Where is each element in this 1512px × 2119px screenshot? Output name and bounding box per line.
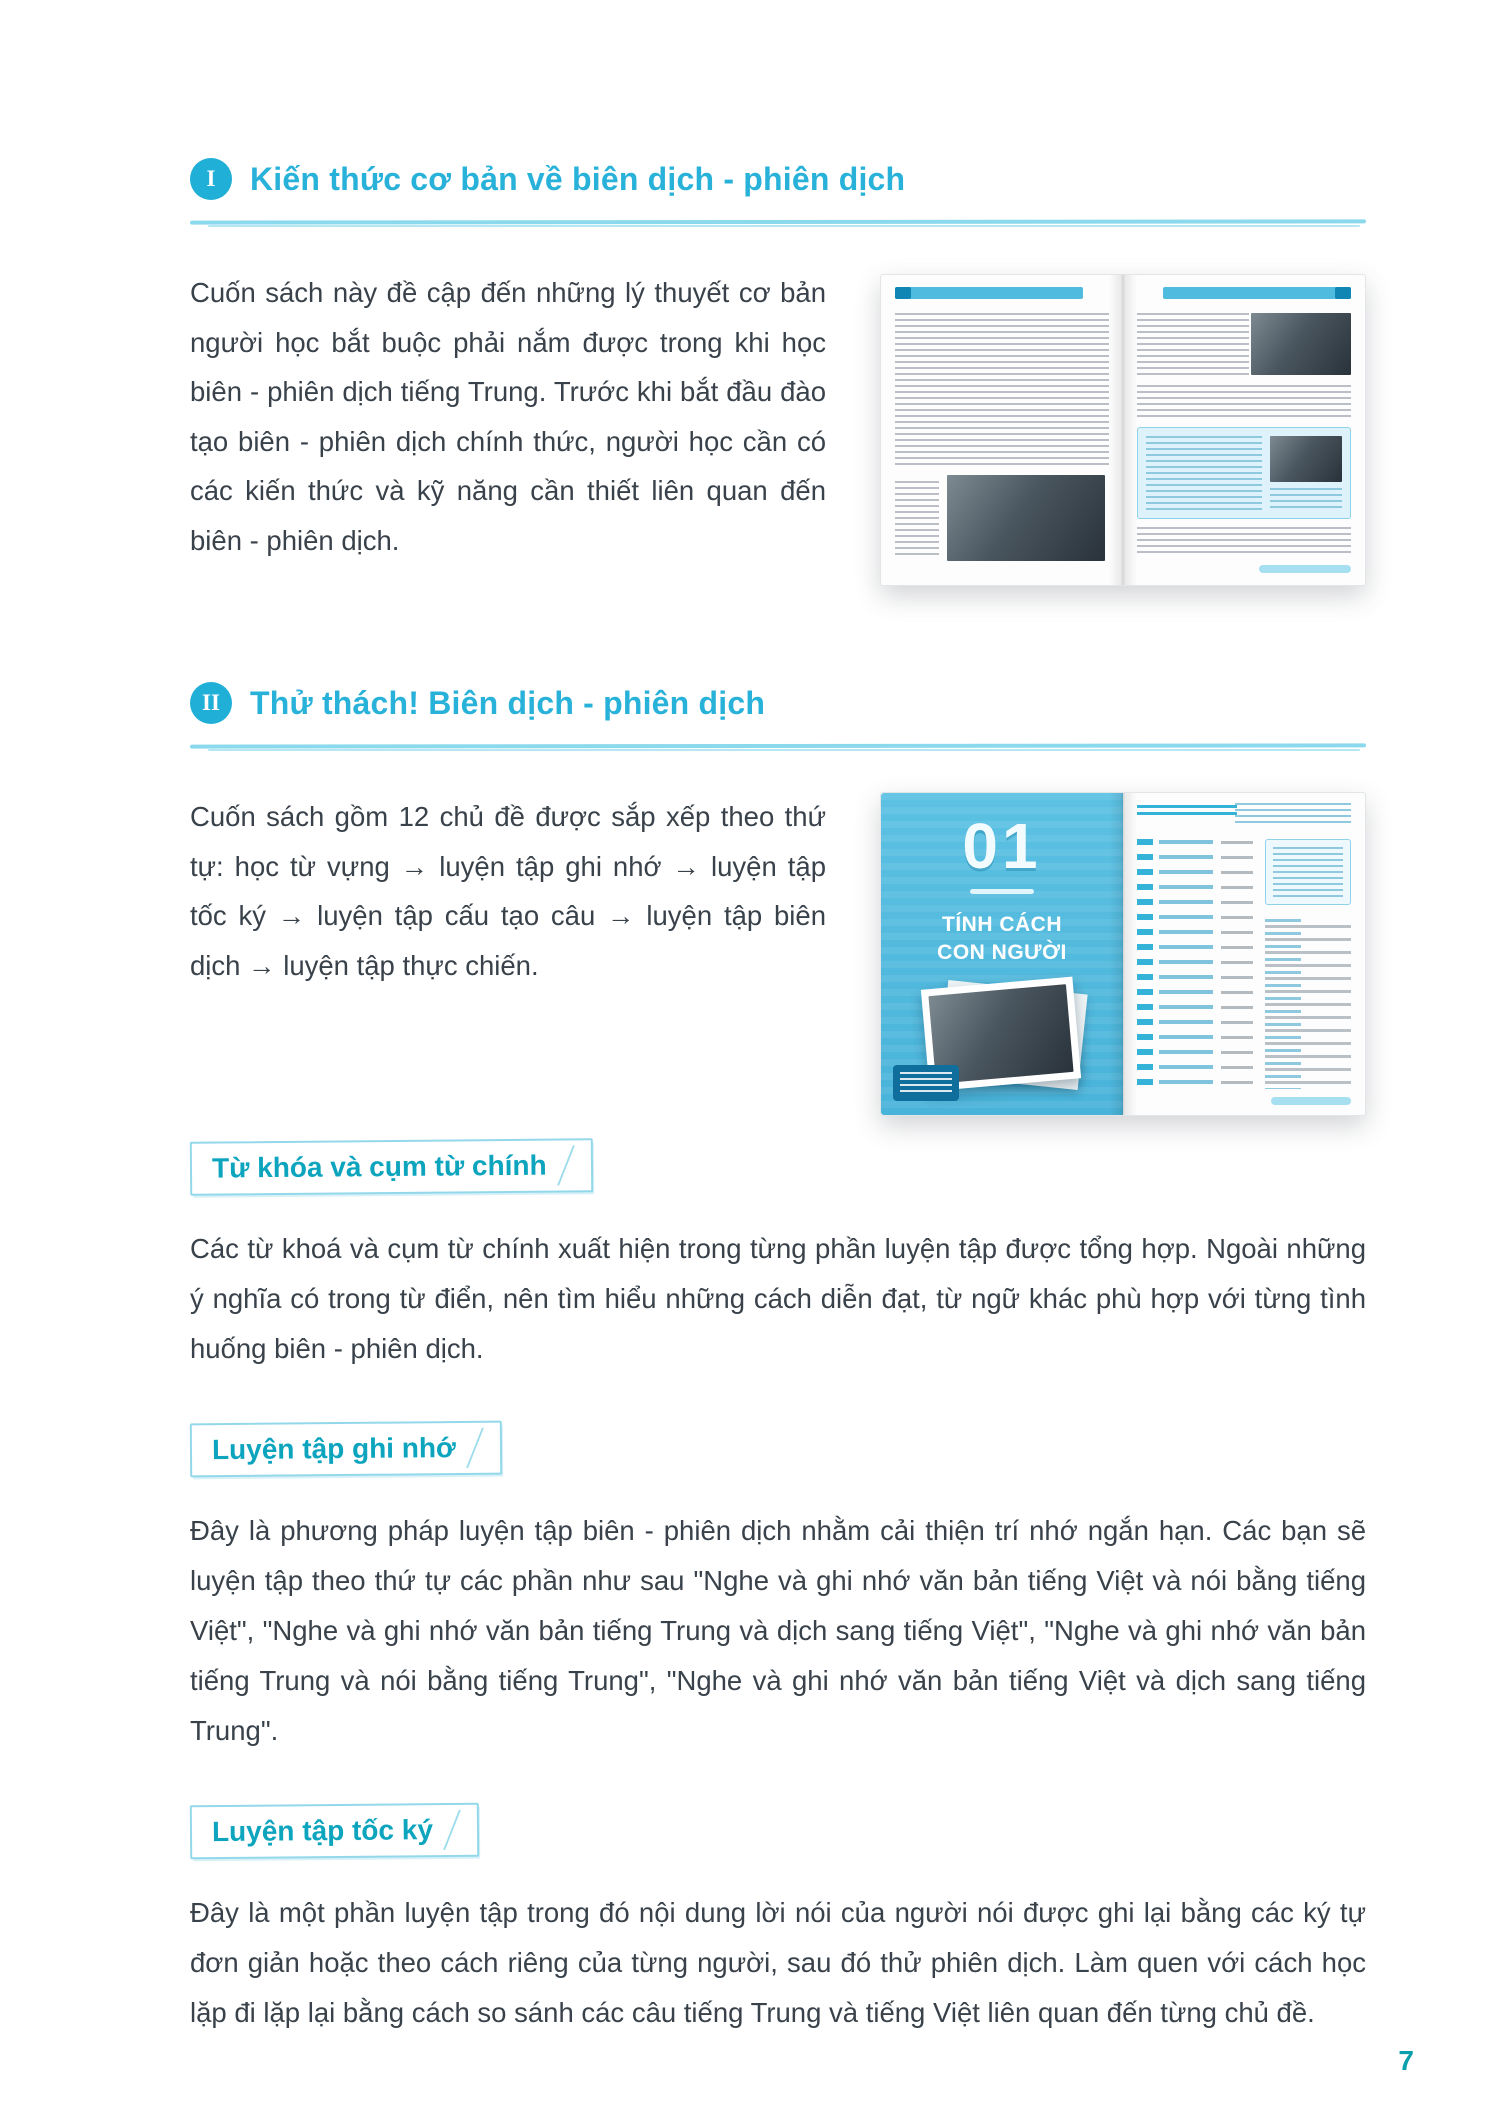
book2-note-text-lines: [1273, 847, 1343, 897]
section-1-divider: [190, 220, 1366, 228]
subsection-shorthand-practice: [190, 1804, 1366, 2038]
book1-left-caption-lines: [895, 481, 939, 559]
section-1-numeral-badge: [190, 158, 232, 200]
book1-left-photo: [947, 475, 1105, 561]
book1-right-callout-panel: [1137, 427, 1351, 519]
subsection-keywords: [190, 1140, 1366, 1374]
book1-right-footer-bar: [1259, 565, 1351, 573]
book1-spread: [880, 274, 1366, 586]
subsection-keywords-body: Các từ khoá và cụm từ chính xuất hiện trong từng phần luyện tập được tổng hợp. Ngoài những ý nghĩa có trong từ điển, nên tìm hiểu những cách diễn đạt, từ ngữ khác phù hợp với từng tình huống biên - phiên dịch.: [190, 1233, 1366, 1365]
book2-vocab-page: [1123, 793, 1365, 1115]
book2-note-box: [1265, 839, 1351, 905]
book1-left-header-bar: [895, 287, 1083, 299]
book1-right-header-bar: [1163, 287, 1351, 299]
book1-right-text-block-1: [1137, 313, 1249, 375]
page-number: 7: [1398, 2045, 1414, 2076]
book1-panel-photo: [1270, 436, 1342, 482]
book2-header-left-lines: [1137, 805, 1237, 819]
section-2-header: [190, 682, 1366, 724]
subsection-shorthand-tag: Luyện tập tốc ký: [190, 1803, 479, 1860]
subsection-shorthand-body: Đây là một phần luyện tập trong đó nội dung lời nói của người nói được ghi lại bằng các ký tự đơn giản hoặc theo cách riêng của từng người, sau đó thử phiên dịch. Làm quen với cách học lặp đi lặp lại bằng cách so sánh các câu tiếng Trung và tiếng Việt liên quan đến từng chủ đề.: [190, 1897, 1366, 2029]
book2-vocab-right-lines: [1265, 919, 1351, 1089]
section-2-numeral-badge: [190, 682, 232, 724]
qr-tag-text-lines: [900, 1072, 952, 1094]
book1-left-text-block: [895, 313, 1109, 465]
book2-vocab-column-right: [1265, 839, 1351, 1089]
section-2-row: [190, 792, 1366, 1116]
book2-header-right-lines: [1235, 803, 1351, 825]
subsection-memory-practice: [190, 1422, 1366, 1756]
subsection-keywords-tag: Từ khóa và cụm từ chính: [190, 1138, 593, 1196]
chapter-title: TÍNH CÁCH CON NGƯỜI: [937, 913, 1067, 965]
section-1-row: [190, 268, 1366, 586]
book1-panel-text-lines: [1146, 436, 1262, 510]
book1-figure: [880, 268, 1366, 586]
subsection-memory-tag: Luyện tập ghi nhớ: [190, 1421, 502, 1478]
book1-right-photo: [1251, 313, 1351, 375]
section-2-title: Thử thách! Biên dịch - phiên dịch: [250, 684, 766, 721]
book2-footer-bar: [1271, 1097, 1351, 1105]
book1-right-text-block-3: [1137, 527, 1351, 557]
subsection-memory-body: Đây là phương pháp luyện tập biên - phiên dịch nhằm cải thiện trí nhớ ngắn hạn. Các bạn sẽ luyện tập theo thứ tự các phần như sau "Nghe và ghi nhớ văn bản tiếng Việt và nói bằng tiếng Việt", "Nghe và ghi nhớ văn bản tiếng Trung và dịch sang tiếng Việt", "Nghe và ghi nhớ văn bản tiếng Trung và nói bằng tiếng Trung", "Nghe và ghi nhớ văn bản tiếng Việt và dịch sang tiếng Trung".: [190, 1515, 1366, 1747]
section-1-body: Cuốn sách này đề cập đến những lý thuyết cơ bản người học bắt buộc phải nắm được trong khi học biên - phiên dịch tiếng Trung. Trước khi bắt đầu đào tạo biên - phiên dịch chính thức, người học cần có các kiến thức và kỹ năng cần thiết liên quan đến biên - phiên dịch.: [190, 277, 826, 556]
chapter-number: 01: [962, 810, 1042, 882]
book1-panel-caption-lines: [1270, 488, 1342, 510]
book2-spread: [880, 792, 1366, 1116]
book1-right-page: [1123, 275, 1365, 585]
book2-cover-page: [881, 793, 1123, 1115]
section-1-numeral: I: [206, 166, 216, 191]
book1-left-page: [881, 275, 1123, 585]
section-basic-knowledge: [190, 158, 1366, 586]
section-2-divider: [190, 744, 1366, 752]
section-1-title: Kiến thức cơ bản về biên dịch - phiên dịch: [250, 160, 906, 197]
chapter-number-underline: [970, 889, 1034, 894]
book2-figure: [880, 792, 1366, 1116]
section-1-header: [190, 158, 1366, 200]
book2-vocab-column-left: [1137, 839, 1253, 1089]
section-challenge: [190, 682, 1366, 1116]
book1-right-text-block-2: [1137, 385, 1351, 417]
section-2-body: Cuốn sách gồm 12 chủ đề được sắp xếp theo thứ tự: học từ vựng → luyện tập ghi nhớ → luyện tập tốc ký → luyện tập cấu tạo câu → luyện tập biên dịch → luyện tập thực chiến.: [190, 801, 826, 981]
qr-code-tag: [893, 1065, 959, 1101]
section-2-numeral: II: [202, 690, 220, 715]
